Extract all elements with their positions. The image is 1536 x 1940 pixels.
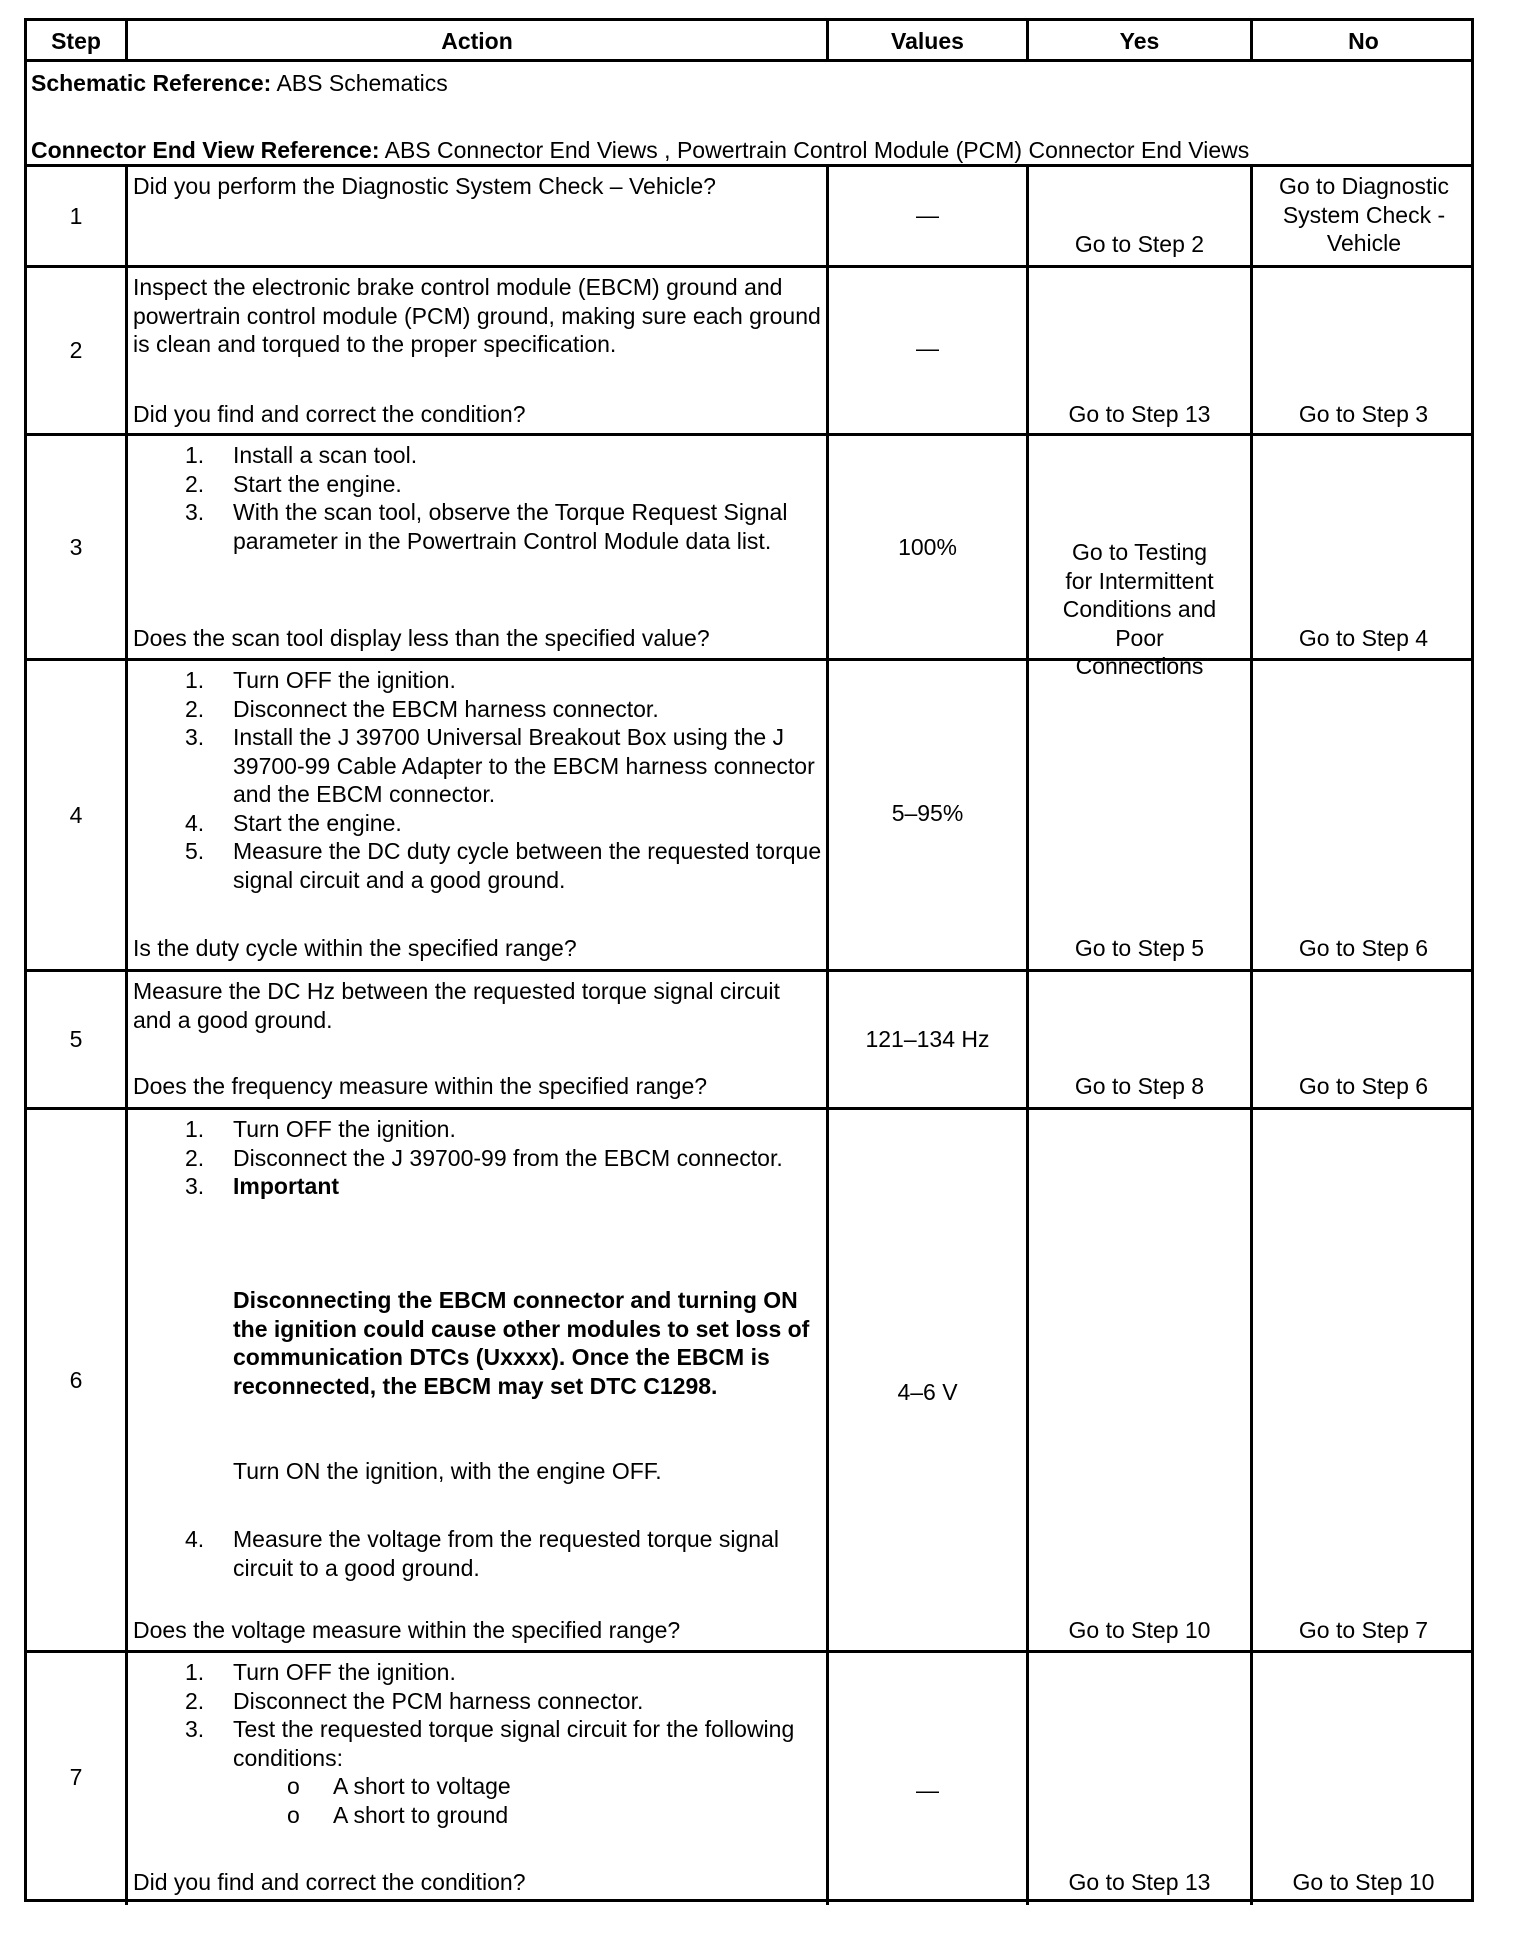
action-steps xyxy=(133,1115,823,1201)
action-text: Inspect the electronic brake control module (EBCM) ground and powertrain control module (PCM) ground, making sure each ground is clean and torqued to the proper specification. xyxy=(133,274,821,357)
no-cell: Go to Step 3 xyxy=(1298,401,1429,427)
value-cell: 5–95% xyxy=(891,800,964,826)
yes-cell: Go to Testing for Intermittent Conditions and Poor Connections xyxy=(1062,539,1217,679)
yes-cell: Go to Step 5 xyxy=(1074,935,1205,961)
schematic-reference xyxy=(31,69,1451,98)
step-number: 7 xyxy=(69,1764,83,1791)
schematic-reference-value: ABS Schematics xyxy=(271,70,448,96)
header-values: Values xyxy=(891,28,964,54)
row-divider xyxy=(27,1650,1471,1653)
connector-reference-label: Connector End View Reference: xyxy=(31,137,380,163)
value-cell: 100% xyxy=(898,534,957,560)
schematic-reference-label: Schematic Reference: xyxy=(31,70,272,96)
list-item: 4. Measure the voltage from the requested torque signal circuit to a good ground. xyxy=(185,1526,779,1581)
list-item: 3. Install the J 39700 Universal Breakout Box using the J 39700-99 Cable Adapter to the EBCM harness connector and the EBCM connector. xyxy=(185,724,815,807)
question-text: Is the duty cycle within the specified range? xyxy=(133,935,577,961)
no-cell: Go to Diagnostic System Check - Vehicle xyxy=(1278,173,1450,256)
list-item: 1. Turn OFF the ignition. xyxy=(185,667,456,693)
value-cell: — xyxy=(916,335,939,361)
no-cell: Go to Step 6 xyxy=(1298,1073,1429,1099)
action-text: Did you perform the Diagnostic System Check – Vehicle? xyxy=(133,173,716,199)
header-action: Action xyxy=(441,28,513,54)
list-item: 2. Disconnect the PCM harness connector. xyxy=(185,1687,644,1714)
instruction-text: Turn ON the ignition, with the engine OFF. xyxy=(233,1458,662,1484)
list-item: 2. Disconnect the EBCM harness connector. xyxy=(185,695,659,722)
action-steps xyxy=(133,441,823,555)
list-item: 1. Install a scan tool. xyxy=(185,442,418,468)
list-item: 5. Measure the DC duty cycle between the requested torque signal circuit and a good ground. xyxy=(185,838,822,893)
action-steps xyxy=(133,666,823,894)
row-divider xyxy=(27,1107,1471,1110)
yes-cell: Go to Step 2 xyxy=(1074,231,1205,257)
question-text: Did you find and correct the condition? xyxy=(133,401,526,427)
list-item: 3. With the scan tool, observe the Torque Request Signal parameter in the Powertrain Control Module data list. xyxy=(185,499,788,554)
list-item: 2. Start the engine. xyxy=(185,470,402,497)
header-step: Step xyxy=(51,28,101,54)
list-item: 1. Turn OFF the ignition. xyxy=(185,1659,456,1685)
important-notice: Disconnecting the EBCM connector and turning ON the ignition could cause other modules to set loss of communication DTCs (Uxxxx). Once the EBCM is reconnected, the EBCM may set DTC C1298. xyxy=(233,1287,810,1399)
list-item: 1. Turn OFF the ignition. xyxy=(185,1116,456,1142)
value-cell: 121–134 Hz xyxy=(865,1026,990,1052)
no-cell: Go to Step 6 xyxy=(1298,935,1429,961)
step-number: 3 xyxy=(69,533,83,560)
no-cell: Go to Step 7 xyxy=(1298,1617,1429,1643)
question-text: Does the frequency measure within the specified range? xyxy=(133,1073,708,1099)
step-number: 4 xyxy=(69,801,83,828)
question-text: Does the voltage measure within the specified range? xyxy=(133,1617,681,1643)
yes-cell: Go to Step 13 xyxy=(1068,1869,1211,1895)
yes-cell: Go to Step 13 xyxy=(1068,401,1211,427)
list-item: 3. Test the requested torque signal circuit for the following conditions: xyxy=(185,1716,795,1771)
value-cell: — xyxy=(916,1777,939,1803)
yes-cell: Go to Step 8 xyxy=(1074,1073,1205,1099)
no-cell: Go to Step 4 xyxy=(1298,625,1429,651)
value-cell: 4–6 V xyxy=(897,1379,958,1405)
list-item: 4. Start the engine. xyxy=(185,809,402,836)
connector-reference-value: ABS Connector End Views , Powertrain Control Module (PCM) Connector End Views xyxy=(379,137,1250,163)
list-item: 3. Important xyxy=(185,1173,340,1199)
header-yes: Yes xyxy=(1119,28,1160,54)
row-divider xyxy=(27,658,1471,661)
col-divider xyxy=(125,165,128,1905)
step-number: 2 xyxy=(69,337,83,364)
action-steps xyxy=(133,1658,823,1829)
question-text: Does the scan tool display less than the specified value? xyxy=(133,625,710,651)
diagnostic-table xyxy=(24,18,1474,1902)
step-number: 6 xyxy=(69,1366,83,1393)
value-cell: — xyxy=(916,202,939,228)
yes-cell: Go to Step 10 xyxy=(1068,1617,1211,1643)
row-divider xyxy=(27,265,1471,268)
list-item: 2. Disconnect the J 39700-99 from the EBCM connector. xyxy=(185,1144,783,1171)
step-number: 5 xyxy=(69,1026,83,1053)
step-number: 1 xyxy=(69,202,83,229)
important-label: Important xyxy=(233,1173,340,1199)
list-item: o A short to ground xyxy=(287,1801,509,1828)
question-text: Did you find and correct the condition? xyxy=(133,1869,526,1895)
connector-reference xyxy=(31,136,1471,165)
action-text: Measure the DC Hz between the requested torque signal circuit and a good ground. xyxy=(133,978,780,1033)
list-item: o A short to voltage xyxy=(287,1773,511,1799)
no-cell: Go to Step 10 xyxy=(1292,1869,1435,1895)
header-no: No xyxy=(1348,28,1379,54)
action-steps xyxy=(133,1525,823,1582)
row-divider xyxy=(27,969,1471,972)
row-divider xyxy=(27,433,1471,436)
